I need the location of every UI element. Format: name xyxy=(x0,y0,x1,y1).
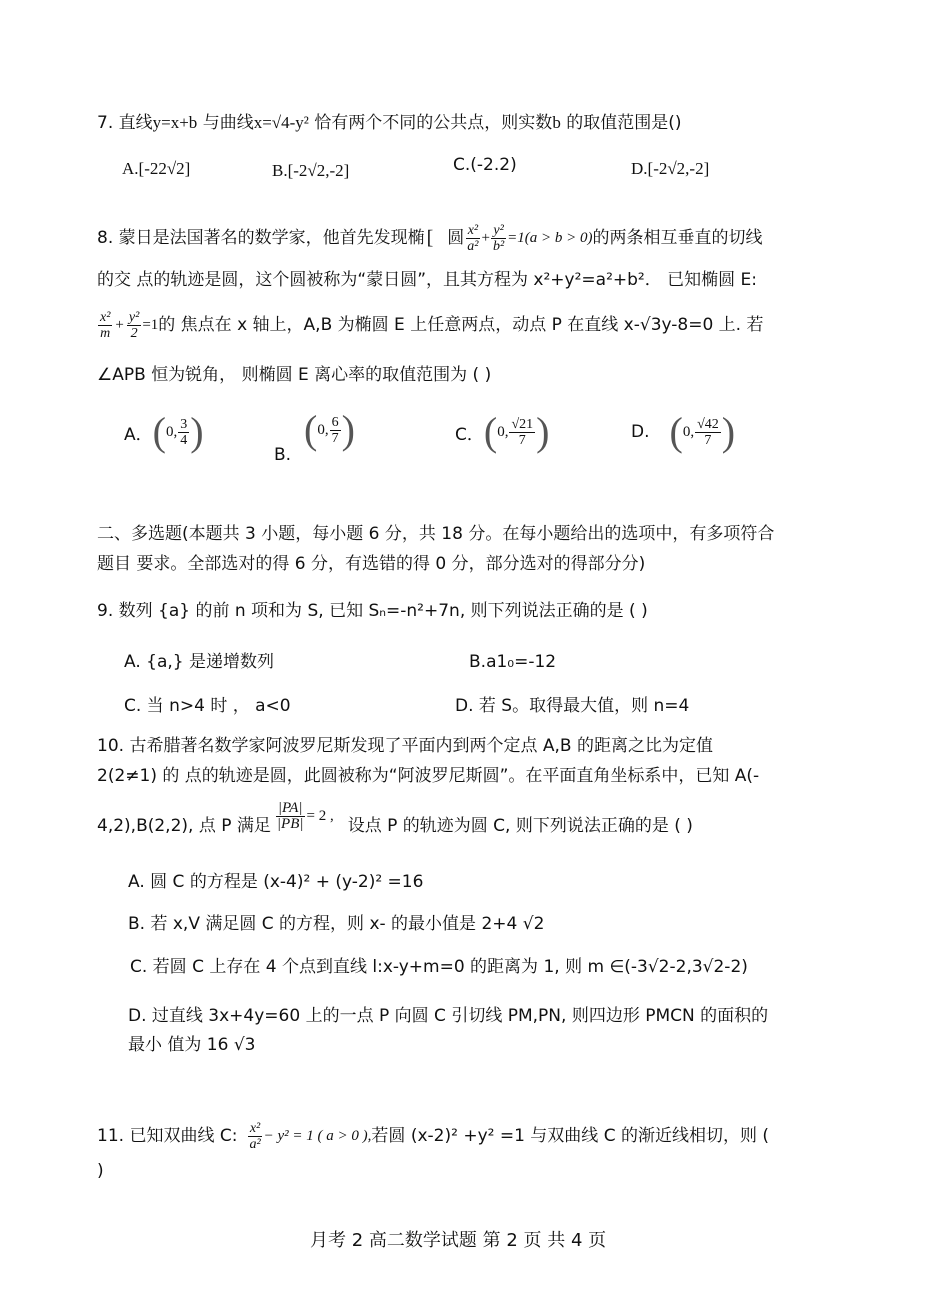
q8-frac-y2 xyxy=(127,310,141,341)
q8-text: 圆 xyxy=(447,228,465,248)
q8-option-d xyxy=(631,409,736,454)
q7-stem-part: 的取值范围是() xyxy=(560,113,682,133)
interval-start: 0, xyxy=(317,421,329,438)
frac-num: x² xyxy=(467,222,479,238)
q8-condition: =1(a > b > 0) xyxy=(507,230,593,246)
q8-bracket: [ xyxy=(426,227,434,249)
q7-option-c: C.(-2.2) xyxy=(453,155,517,175)
frac-num: y² xyxy=(493,222,504,238)
q11-text: 若圆 (x-2)² +y² =1 与双曲线 C 的渐近线相切，则 ( xyxy=(371,1126,770,1146)
frac-den: m xyxy=(100,325,111,341)
q11-line1 xyxy=(97,1110,769,1162)
right-paren: ) xyxy=(536,409,550,454)
frac-den: 7 xyxy=(331,430,339,446)
q7-stem-part: x=√4-y² xyxy=(253,113,309,132)
q7-stem-part: 7. 直线 xyxy=(97,113,153,133)
q10-option-a: A. 圆 C 的方程是 (x-4)² + (y-2)² =16 xyxy=(128,872,424,892)
q8-line3 xyxy=(97,300,764,350)
q11-line2: ) xyxy=(97,1161,104,1181)
q7-option-b: B.[-2√2,-2] xyxy=(272,161,350,180)
frac-num: y² xyxy=(128,309,140,325)
q8-option-b xyxy=(304,407,355,452)
frac-num: x² xyxy=(100,309,111,325)
frac-den: |PB| xyxy=(276,815,304,832)
frac-num: √21 xyxy=(511,416,534,432)
plus-sign: + xyxy=(115,317,124,333)
q11-text: 11. 已知双曲线 C: xyxy=(97,1126,238,1146)
option-label: C． xyxy=(455,424,484,445)
frac-num: x² xyxy=(249,1120,261,1136)
interval-start: 0, xyxy=(497,423,509,440)
q8-line4: ∠APB 恒为锐角， 则椭圆 E 离心率的取值范围为 ( ) xyxy=(97,365,492,385)
option-label: D. xyxy=(631,422,650,442)
frac-den: a² xyxy=(249,1136,261,1152)
q10-option-b: B. 若 x,V 满足圆 C 的方程，则 x- 的最小值是 2+4 √2 xyxy=(128,914,545,934)
q7-stem-part: 与曲线 xyxy=(197,113,254,133)
interval-start: 0, xyxy=(165,423,178,440)
q7-option-a: A.[-22√2] xyxy=(122,159,191,178)
frac-den: a² xyxy=(467,238,479,254)
frac-num: 3 xyxy=(180,416,188,432)
q11-frac xyxy=(247,1121,262,1152)
frac-den: 2 xyxy=(130,325,138,341)
page-footer: 月考 2 高二数学试题 第 2 页 共 4 页 xyxy=(310,1230,607,1251)
q10-option-d-line1: D. 过直线 3x+4y=60 上的一点 P 向圆 C 引切线 PM,PN, 则四边形 PMCN 的面积的 xyxy=(128,1006,769,1026)
q8-line1 xyxy=(97,212,763,264)
q9-stem: 9. 数列 {a} 的前 n 项和为 S, 已知 Sₙ=-n²+7n, 则下列说法正确的是 ( ) xyxy=(97,601,648,621)
option-label: A． xyxy=(124,424,153,445)
frac-den: b² xyxy=(492,238,505,254)
q8-a-frac xyxy=(178,417,189,448)
right-paren: ) xyxy=(341,407,355,452)
right-paren: ) xyxy=(721,409,736,454)
q8-frac-xm xyxy=(98,310,112,341)
frac-den: 7 xyxy=(518,432,526,448)
q9-option-b: B.a1₀=-12 xyxy=(469,652,557,672)
q10-option-d-line2: 最小 值为 16 √3 xyxy=(128,1035,256,1055)
q8-frac-y xyxy=(491,223,506,254)
q8-text: 的 焦点在 x 轴上，A,B 为椭圆 E 上任意两点，动点 P 在直线 x-√3y-8=0 上. 若 xyxy=(158,315,764,335)
q8-option-a xyxy=(124,409,204,454)
q8-text: 8. 蒙日是法国著名的数学家，他首先发现椭 xyxy=(97,228,425,248)
q10-text: 设点 P 的轨迹为圆 C, 则下列说法正确的是 ( ) xyxy=(347,816,693,836)
q9-option-a: A. {a,} 是递增数列 xyxy=(124,652,274,672)
q10-line3 xyxy=(97,795,693,857)
left-paren: ( xyxy=(483,409,498,454)
section2-heading-line1: 二、多选题(本题共 3 小题，每小题 6 分，共 18 分。在每小题给出的选项中，有多项符合 xyxy=(97,524,775,544)
frac-den: 4 xyxy=(180,432,188,448)
q8-text: 的两条相互垂直的切线 xyxy=(592,228,763,248)
q10-ratio-frac xyxy=(275,801,306,832)
q9-option-d: D. 若 S。取得最大值，则 n=4 xyxy=(455,696,690,716)
q8-c-frac xyxy=(509,417,535,448)
frac-num: √42 xyxy=(697,416,719,432)
q7-stem-part: y=x+b xyxy=(152,113,198,132)
q10-line1: 10. 古希腊著名数学家阿波罗尼斯发现了平面内到两个定点 A,B 的距离之比为定值 xyxy=(97,736,713,756)
plus-sign: + xyxy=(481,230,490,246)
interval-start: 0, xyxy=(682,423,695,440)
left-paren: ( xyxy=(669,409,683,454)
q10-line2: 2(2≠1) 的 点的轨迹是圆，此圆被称为“阿波罗尼斯圆”。在平面直角坐标系中，已知 A(- xyxy=(97,766,760,786)
section2-heading-line2: 题目 要求。全部选对的得 6 分，有选错的得 0 分，部分选对的得部分分) xyxy=(97,554,646,574)
q8-d-frac xyxy=(695,417,721,448)
q9-option-c: C. 当 n>4 时 ， a<0 xyxy=(124,696,291,716)
q7-stem-part: 恰有两个不同的公共点，则实数 xyxy=(308,113,553,133)
q10-text: 4,2),B(2,2), 点 P 满足 xyxy=(97,816,271,836)
q8-frac-x xyxy=(465,223,480,254)
q8-line2: 的交 点的轨迹是圆，这个圆被称为“蒙日圆”，且其方程为 x²+y²=a²+b²． 已知椭圆 E: xyxy=(97,270,758,290)
q8-option-c xyxy=(455,409,550,454)
q8-option-b-label: B. xyxy=(274,445,292,465)
q10-option-c: C. 若圆 C 上存在 4 个点到直线 l:x-y+m=0 的距离为 1, 则 m ∈(-3√2-2,3√2-2) xyxy=(130,957,748,977)
equals-one: =1 xyxy=(142,317,159,333)
q7-option-d: D.[-2√2,-2] xyxy=(631,159,710,178)
q7-stem-part: b xyxy=(552,113,561,132)
left-paren: ( xyxy=(304,407,318,452)
frac-den: 7 xyxy=(704,432,712,448)
right-paren: ) xyxy=(190,409,204,454)
q10-ratio-value: = 2 , xyxy=(306,808,334,824)
frac-num: |PA| xyxy=(277,799,303,816)
left-paren: ( xyxy=(152,409,166,454)
q11-equation: − y² = 1 ( a > 0 ), xyxy=(263,1128,372,1144)
frac-num: 6 xyxy=(331,414,339,430)
q8-b-frac xyxy=(330,415,341,446)
q7-stem xyxy=(97,112,681,134)
